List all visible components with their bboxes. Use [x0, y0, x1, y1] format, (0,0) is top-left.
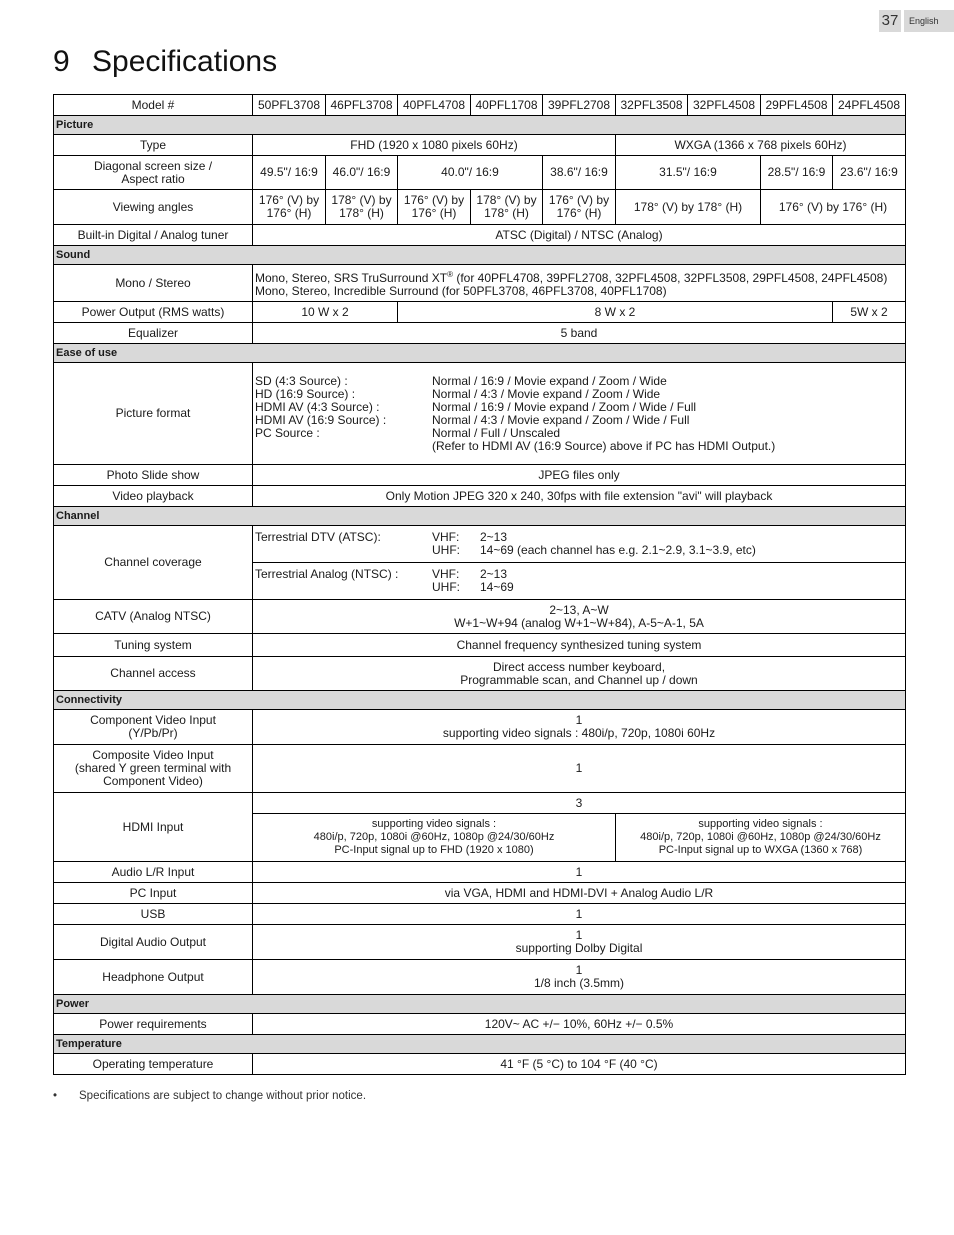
model-column-header: 32PFL4508: [688, 95, 761, 116]
format-source: HDMI AV (16:9 Source) :: [255, 412, 387, 427]
picture-format-list: [255, 375, 903, 453]
model-column-header: 40PFL4708: [398, 95, 471, 116]
table-row: [54, 1014, 906, 1035]
table-cell: FHD (1920 x 1080 pixels 60Hz): [253, 135, 616, 156]
analog-coverage: [255, 568, 903, 594]
row-label: Tuning system: [54, 634, 253, 657]
table-cell: via VGA, HDMI and HDMI-DVI + Analog Audio L/R: [253, 883, 906, 904]
table-cell: 2~13, A~W W+1~W+94 (analog W+1~W+84), A-5~A-1, 5A: [253, 600, 906, 634]
table-cell: [253, 563, 906, 600]
section-header-row: [54, 1035, 906, 1054]
band-value: 14~69: [480, 580, 514, 594]
table-cell: 178° (V) by 178° (H): [471, 190, 543, 225]
table-row: [54, 904, 906, 925]
row-label: Component Video Input (Y/Pb/Pr): [54, 710, 253, 745]
table-cell: 49.5"/ 16:9: [253, 156, 326, 190]
section-title-power: Power: [54, 995, 906, 1014]
table-cell: supporting video signals : 480i/p, 720p, 1080i @60Hz, 1080p @24/30/60Hz PC-Input signal up to FHD (1920 x 1080): [253, 814, 616, 862]
format-modes: Normal / Full / Unscaled: [432, 425, 561, 440]
table-row: [54, 925, 906, 960]
table-cell: 1: [253, 904, 906, 925]
table-cell: [253, 526, 906, 563]
table-row: [54, 486, 906, 507]
section-header-row: [54, 344, 906, 363]
format-source: HD (16:9 Source) :: [255, 386, 356, 401]
row-label: Digital Audio Output: [54, 925, 253, 960]
model-column-header: 50PFL3708: [253, 95, 326, 116]
table-cell: Only Motion JPEG 320 x 240, 30fps with file extension "avi" will playback: [253, 486, 906, 507]
row-label: Video playback: [54, 486, 253, 507]
table-row: [54, 265, 906, 302]
band-label: VHF:: [432, 530, 460, 544]
table-row: [54, 302, 906, 323]
band-value: 2~13: [480, 530, 508, 544]
table-row: [54, 526, 906, 563]
table-row: [54, 465, 906, 486]
table-cell: 5 band: [253, 323, 906, 344]
format-modes: (Refer to HDMI AV (16:9 Source) above if PC has HDMI Output.): [432, 438, 776, 453]
analog-label: Terrestrial Analog (NTSC) :: [255, 567, 399, 581]
registered-mark: ®: [447, 270, 453, 279]
table-cell: 41 °F (5 °C) to 104 °F (40 °C): [253, 1054, 906, 1075]
table-row: [54, 793, 906, 814]
section-header-row: [54, 995, 906, 1014]
model-column-header: 46PFL3708: [326, 95, 398, 116]
table-cell: 46.0"/ 16:9: [326, 156, 398, 190]
table-cell: 8 W x 2: [398, 302, 833, 323]
band-label: UHF:: [432, 580, 460, 594]
row-label: Type: [54, 135, 253, 156]
row-label: Equalizer: [54, 323, 253, 344]
table-row: [54, 363, 906, 465]
row-label: Operating temperature: [54, 1054, 253, 1075]
table-cell: 176° (V) by 176° (H): [398, 190, 471, 225]
table-cell: 120V~ AC +/− 10%, 60Hz +/− 0.5%: [253, 1014, 906, 1035]
row-label: Mono / Stereo: [54, 265, 253, 302]
table-cell: Mono, Stereo, SRS TruSurround XT® (for 40PFL4708, 39PFL2708, 32PFL4508, 32PFL3508, 29PFL4508, 24PFL4508) Mono, Stereo, Incredible Surround (for 50PFL3708, 46PFL3708, 40PFL1708): [253, 265, 906, 302]
row-label: Composite Video Input (shared Y green terminal with Component Video): [54, 745, 253, 793]
table-header-row: [54, 95, 906, 116]
row-label: Channel access: [54, 657, 253, 691]
table-cell: 3: [253, 793, 906, 814]
footnote: [53, 1089, 366, 1103]
table-cell: 23.6"/ 16:9: [833, 156, 906, 190]
table-cell: 1 supporting video signals : 480i/p, 720p, 1080i 60Hz: [253, 710, 906, 745]
table-cell: [253, 363, 906, 465]
table-cell: JPEG files only: [253, 465, 906, 486]
model-column-header: 40PFL1708: [471, 95, 543, 116]
format-modes: Normal / 4:3 / Movie expand / Zoom / Wide / Full: [432, 412, 690, 427]
table-cell: 31.5"/ 16:9: [616, 156, 761, 190]
row-label: HDMI Input: [54, 793, 253, 862]
table-row: [54, 600, 906, 634]
band-value: 14~69 (each channel has e.g. 2.1~2.9, 3.1~3.9, etc): [480, 543, 756, 557]
page-title: Specifications: [92, 45, 278, 78]
table-row: [54, 710, 906, 745]
format-source: PC Source :: [255, 425, 320, 440]
table-cell: 178° (V) by 178° (H): [616, 190, 761, 225]
table-row: [54, 745, 906, 793]
bullet: •: [53, 1090, 58, 1102]
model-column-header: 29PFL4508: [761, 95, 833, 116]
band-value: 2~13: [480, 567, 508, 581]
table-cell: supporting video signals : 480i/p, 720p, 1080i @60Hz, 1080p @24/30/60Hz PC-Input signal up to WXGA (1360 x 768): [616, 814, 906, 862]
table-cell: Channel frequency synthesized tuning system: [253, 634, 906, 657]
table-cell: 178° (V) by 178° (H): [326, 190, 398, 225]
table-row: [54, 156, 906, 190]
model-column-header: 32PFL3508: [616, 95, 688, 116]
section-title-temperature: Temperature: [54, 1035, 906, 1054]
row-label: Audio L/R Input: [54, 862, 253, 883]
row-label: Built-in Digital / Analog tuner: [54, 225, 253, 246]
table-row: [54, 1054, 906, 1075]
table-row: [54, 135, 906, 156]
table-cell: 176° (V) by 176° (H): [253, 190, 326, 225]
language-label: English: [904, 10, 954, 32]
section-title-sound: Sound: [54, 246, 906, 265]
row-label: Headphone Output: [54, 960, 253, 995]
table-cell: 1: [253, 862, 906, 883]
table-row: [54, 225, 906, 246]
table-cell: Direct access number keyboard, Programmable scan, and Channel up / down: [253, 657, 906, 691]
row-label: Diagonal screen size / Aspect ratio: [54, 156, 253, 190]
model-column-header: 24PFL4508: [833, 95, 906, 116]
section-title-picture: Picture: [54, 116, 906, 135]
section-title-channel: Channel: [54, 507, 906, 526]
format-modes: Normal / 4:3 / Movie expand / Zoom / Wide: [432, 386, 661, 401]
row-label: Photo Slide show: [54, 465, 253, 486]
row-label: Power requirements: [54, 1014, 253, 1035]
section-header-row: [54, 507, 906, 526]
table-row: [54, 634, 906, 657]
specifications-table: [53, 94, 906, 1075]
table-cell: 28.5"/ 16:9: [761, 156, 833, 190]
row-label: USB: [54, 904, 253, 925]
table-cell: 5W x 2: [833, 302, 906, 323]
row-label: Viewing angles: [54, 190, 253, 225]
format-source: SD (4:3 Source) :: [255, 373, 348, 388]
table-row: [54, 862, 906, 883]
row-label: Picture format: [54, 363, 253, 465]
table-cell: 10 W x 2: [253, 302, 398, 323]
table-row: [54, 960, 906, 995]
table-cell: WXGA (1366 x 768 pixels 60Hz): [616, 135, 906, 156]
section-header-row: [54, 116, 906, 135]
table-cell: 1 supporting Dolby Digital: [253, 925, 906, 960]
table-row: [54, 190, 906, 225]
dtv-coverage: [255, 531, 903, 557]
row-label: Channel coverage: [54, 526, 253, 600]
chapter-number: 9: [53, 45, 70, 78]
format-source: HDMI AV (4:3 Source) :: [255, 399, 380, 414]
band-label: VHF:: [432, 567, 460, 581]
footnote-text: Specifications are subject to change without prior notice.: [79, 1090, 367, 1102]
table-row: [54, 323, 906, 344]
row-label: Power Output (RMS watts): [54, 302, 253, 323]
section-title-ease-of-use: Ease of use: [54, 344, 906, 363]
table-cell: 176° (V) by 176° (H): [761, 190, 906, 225]
row-label: PC Input: [54, 883, 253, 904]
table-cell: 1 1/8 inch (3.5mm): [253, 960, 906, 995]
page-number: 37: [879, 10, 901, 32]
dtv-label: Terrestrial DTV (ATSC):: [255, 530, 381, 544]
format-modes: Normal / 16:9 / Movie expand / Zoom / Wide: [432, 373, 667, 388]
table-cell: 1: [253, 745, 906, 793]
section-header-row: [54, 691, 906, 710]
section-header-row: [54, 246, 906, 265]
table-cell: 38.6"/ 16:9: [543, 156, 616, 190]
table-row: [54, 883, 906, 904]
table-cell: 40.0"/ 16:9: [398, 156, 543, 190]
model-column-header: 39PFL2708: [543, 95, 616, 116]
model-header-label: Model #: [54, 95, 253, 116]
row-label: CATV (Analog NTSC): [54, 600, 253, 634]
section-title-connectivity: Connectivity: [54, 691, 906, 710]
table-cell: 176° (V) by 176° (H): [543, 190, 616, 225]
band-label: UHF:: [432, 543, 460, 557]
format-modes: Normal / 16:9 / Movie expand / Zoom / Wide / Full: [432, 399, 697, 414]
table-cell: ATSC (Digital) / NTSC (Analog): [253, 225, 906, 246]
table-row: [54, 657, 906, 691]
format-source: [255, 440, 432, 453]
